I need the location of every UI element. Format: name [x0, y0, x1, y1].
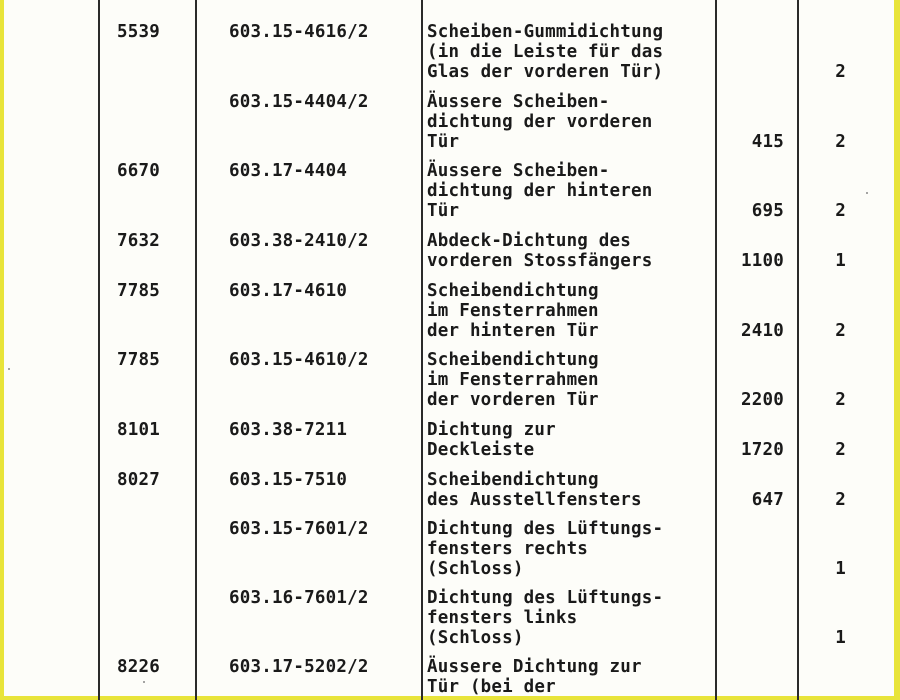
quantity-value: 2: [835, 390, 846, 410]
length-value: 2410: [741, 321, 784, 341]
part-number: 603.17-4610: [229, 281, 348, 301]
length-value: 1100: [741, 251, 784, 271]
column-rule-1: [98, 0, 100, 700]
page-border-right: [894, 0, 900, 700]
column-rule-2: [195, 0, 197, 700]
part-number: 603.17-5202/2: [229, 657, 369, 677]
part-number: 603.15-7601/2: [229, 519, 369, 539]
reference-number: 8226: [117, 657, 160, 677]
description-line: Dichtung des Lüftungs-: [427, 519, 664, 539]
description-line: dichtung der hinteren: [427, 181, 653, 201]
description-line: Äussere Scheiben-: [427, 161, 610, 181]
part-number: 603.15-7510: [229, 470, 348, 490]
description-line: vorderen Stossfängers: [427, 251, 653, 271]
description-line: der hinteren Tür: [427, 321, 599, 341]
description-line: Tür (bei der: [427, 677, 556, 697]
part-number: 603.15-4404/2: [229, 92, 369, 112]
page-border-left: [0, 0, 4, 700]
description-line: des Ausstellfensters: [427, 490, 642, 510]
scan-speck: [143, 681, 145, 683]
part-number: 603.17-4404: [229, 161, 348, 181]
scan-speck: [866, 192, 868, 194]
length-value: 2200: [741, 390, 784, 410]
reference-number: 5539: [117, 22, 160, 42]
length-value: 647: [751, 490, 784, 510]
column-rule-4: [715, 0, 717, 700]
description-line: im Fensterrahmen: [427, 370, 599, 390]
reference-number: 6670: [117, 161, 160, 181]
quantity-value: 2: [835, 132, 846, 152]
quantity-value: 1: [835, 251, 846, 271]
length-value: 415: [751, 132, 784, 152]
part-number: 603.38-7211: [229, 420, 348, 440]
description-line: Abdeck-Dichtung des: [427, 231, 631, 251]
quantity-value: 2: [835, 201, 846, 221]
description-line: Scheibendichtung: [427, 281, 599, 301]
description-line: fensters rechts: [427, 539, 589, 559]
description-line: Äussere Dichtung zur: [427, 657, 642, 677]
quantity-value: 1: [835, 559, 846, 579]
part-number: 603.38-2410/2: [229, 231, 369, 251]
description-line: Dichtung des Lüftungs-: [427, 588, 664, 608]
description-line: Äussere Scheiben-: [427, 92, 610, 112]
quantity-value: 2: [835, 490, 846, 510]
description-line: Deckleiste: [427, 440, 535, 460]
quantity-value: 2: [835, 62, 846, 82]
reference-number: 7632: [117, 231, 160, 251]
description-line: Tür: [427, 201, 460, 221]
column-rule-3: [421, 0, 423, 700]
quantity-value: 2: [835, 440, 846, 460]
description-line: Tür: [427, 132, 460, 152]
quantity-value: 1: [835, 628, 846, 648]
description-line: im Fensterrahmen: [427, 301, 599, 321]
description-line: Scheibendichtung: [427, 470, 599, 490]
description-line: der vorderen Tür: [427, 390, 599, 410]
description-line: Dichtung zur: [427, 420, 556, 440]
part-number: 603.15-4610/2: [229, 350, 369, 370]
description-line: (Schloss): [427, 559, 524, 579]
part-number: 603.16-7601/2: [229, 588, 369, 608]
description-line: fensters links: [427, 608, 578, 628]
reference-number: 8027: [117, 470, 160, 490]
reference-number: 8101: [117, 420, 160, 440]
description-line: Scheiben-Gummidichtung: [427, 22, 664, 42]
column-rule-5: [797, 0, 799, 700]
reference-number: 7785: [117, 281, 160, 301]
description-line: Scheibendichtung: [427, 350, 599, 370]
description-line: (Schloss): [427, 628, 524, 648]
reference-number: 7785: [117, 350, 160, 370]
quantity-value: 2: [835, 321, 846, 341]
length-value: 695: [751, 201, 784, 221]
length-value: 1720: [741, 440, 784, 460]
part-number: 603.15-4616/2: [229, 22, 369, 42]
scan-speck: [8, 368, 10, 370]
description-line: (in die Leiste für das: [427, 42, 664, 62]
description-line: Glas der vorderen Tür): [427, 62, 664, 82]
description-line: dichtung der vorderen: [427, 112, 653, 132]
